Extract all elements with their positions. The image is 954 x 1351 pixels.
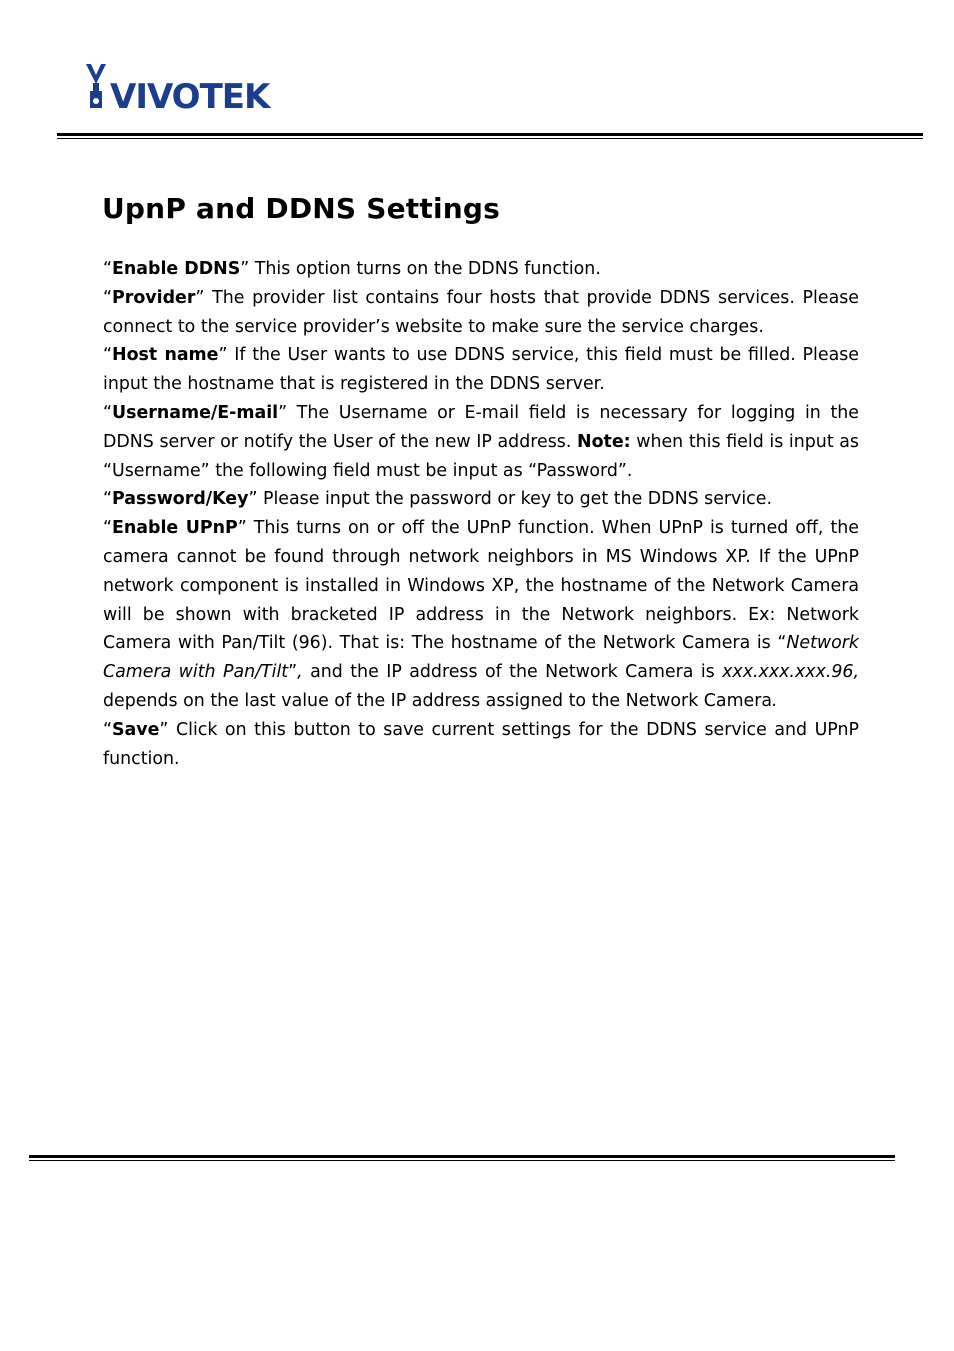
- term: Save: [112, 719, 160, 740]
- note-label: Note:: [577, 431, 631, 452]
- svg-text:VIVOTEK: VIVOTEK: [110, 77, 270, 112]
- term: Username/E-mail: [112, 402, 279, 423]
- term: Password/Key: [112, 489, 249, 510]
- term: Enable UPnP: [112, 518, 238, 539]
- vivotek-logo: [84, 62, 294, 112]
- term: Provider: [112, 287, 196, 308]
- item-host-name: “Host name” If the User wants to use DDNS service, this field must be filled. Please input the hostname that is registered in the DDNS server.: [103, 345, 859, 395]
- header-rule: [57, 133, 923, 139]
- item-provider: “Provider” The provider list contains four hosts that provide DDNS services. Please connect to the service provider’s website to make sure the service charges.: [103, 287, 859, 337]
- item-enable-upnp: “Enable UPnP” This turns on or off the UPnP function. When UPnP is turned off, the camera cannot be found through network neighbors in MS Windows XP. If the UPnP network component is installed in Windows XP, the hostname of the Network Camera will be shown with bracketed IP address in the Network neighbors. Ex: Network Camera with Pan/Tilt (96). That is: The hostname of the Network Camera is “Network Camera with Pan/Tilt”, and the IP address of the Network Camera is xxx.xxx.xxx.96, depends on the last value of the IP address assigned to the Network Camera.: [103, 518, 860, 711]
- document-body: [103, 255, 859, 773]
- item-username-email: “Username/E-mail” The Username or E-mail field is necessary for logging in the DDNS server or notify the User of the new IP address. Note: when this field is input as “Username” the following field must be input as “Password”.: [103, 402, 859, 481]
- term: Host name: [112, 345, 219, 366]
- term: Enable DDNS: [112, 259, 241, 279]
- item-password-key: “Password/Key” Please input the password or key to get the DDNS service.: [103, 489, 772, 510]
- item-enable-ddns: “Enable DDNS” This option turns on the DDNS function.: [103, 259, 601, 279]
- item-save: “Save” Click on this button to save current settings for the DDNS service and UPnP function.: [103, 719, 859, 769]
- page-title: UpnP and DDNS Settings: [102, 192, 500, 225]
- footer-rule: [29, 1155, 895, 1161]
